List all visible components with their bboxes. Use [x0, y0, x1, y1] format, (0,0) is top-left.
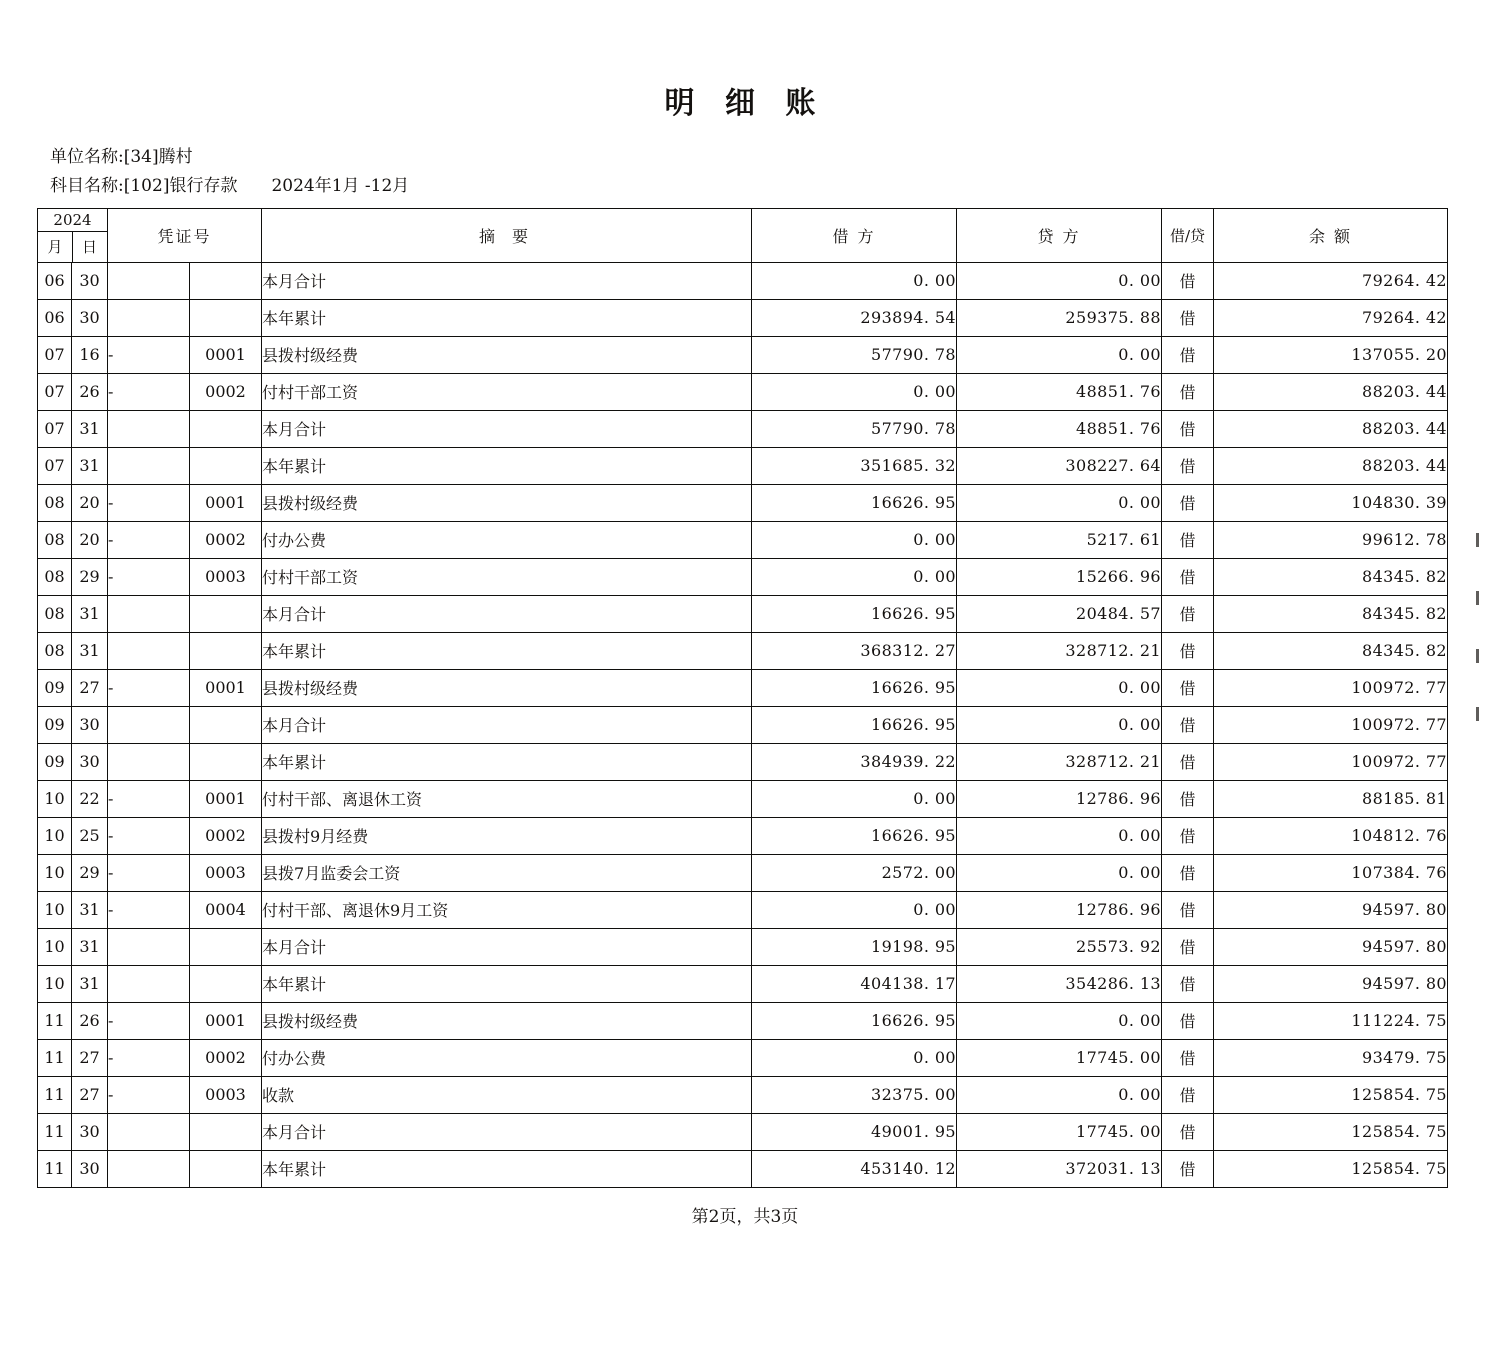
cell-dc: 借 [1162, 299, 1214, 336]
cell-day: 31 [72, 928, 108, 965]
cell-dc: 借 [1162, 558, 1214, 595]
scan-edge-marks [1476, 533, 1486, 765]
cell-summary: 付办公费 [262, 1039, 752, 1076]
cell-voucher-no [190, 262, 262, 299]
cell-dc: 借 [1162, 1039, 1214, 1076]
cell-voucher-no: 0001 [190, 669, 262, 706]
cell-month: 10 [38, 817, 72, 854]
cell-voucher-prefix: - [108, 891, 190, 928]
cell-summary: 本月合计 [262, 1113, 752, 1150]
cell-summary: 本年累计 [262, 632, 752, 669]
cell-voucher-prefix: - [108, 669, 190, 706]
cell-voucher-no [190, 447, 262, 484]
cell-month: 07 [38, 447, 72, 484]
cell-month: 08 [38, 632, 72, 669]
cell-dc: 借 [1162, 1150, 1214, 1187]
cell-credit: 372031. 13 [957, 1150, 1162, 1187]
cell-credit: 0. 00 [957, 669, 1162, 706]
header-debit: 借 方 [752, 208, 957, 262]
cell-balance: 104812. 76 [1214, 817, 1448, 854]
cell-day: 25 [72, 817, 108, 854]
cell-balance: 93479. 75 [1214, 1039, 1448, 1076]
cell-summary: 付村干部工资 [262, 558, 752, 595]
cell-credit: 0. 00 [957, 484, 1162, 521]
table-row [38, 299, 1448, 336]
cell-day: 30 [72, 262, 108, 299]
cell-voucher-prefix: - [108, 1076, 190, 1113]
cell-credit: 12786. 96 [957, 891, 1162, 928]
cell-credit: 0. 00 [957, 854, 1162, 891]
cell-summary: 县拨村9月经费 [262, 817, 752, 854]
cell-debit: 0. 00 [752, 262, 957, 299]
cell-day: 27 [72, 1039, 108, 1076]
cell-dc: 借 [1162, 410, 1214, 447]
cell-dc: 借 [1162, 891, 1214, 928]
account-line [50, 173, 1490, 199]
cell-credit: 15266. 96 [957, 558, 1162, 595]
cell-debit: 16626. 95 [752, 595, 957, 632]
cell-debit: 32375. 00 [752, 1076, 957, 1113]
cell-credit: 48851. 76 [957, 373, 1162, 410]
cell-dc: 借 [1162, 854, 1214, 891]
cell-day: 30 [72, 299, 108, 336]
cell-credit: 328712. 21 [957, 632, 1162, 669]
cell-debit: 16626. 95 [752, 669, 957, 706]
cell-debit: 293894. 54 [752, 299, 957, 336]
cell-voucher-no: 0002 [190, 817, 262, 854]
cell-summary: 本年累计 [262, 1150, 752, 1187]
table-header [38, 208, 1448, 262]
cell-day: 27 [72, 669, 108, 706]
cell-credit: 0. 00 [957, 336, 1162, 373]
table-row [38, 373, 1448, 410]
cell-month: 10 [38, 965, 72, 1002]
cell-summary: 本年累计 [262, 447, 752, 484]
table-row [38, 743, 1448, 780]
header-day: 日 [81, 237, 97, 256]
cell-debit: 0. 00 [752, 1039, 957, 1076]
cell-day: 30 [72, 706, 108, 743]
cell-debit: 0. 00 [752, 373, 957, 410]
cell-dc: 借 [1162, 521, 1214, 558]
account-label: 科目名称: [50, 176, 124, 197]
unit-label: 单位名称: [50, 147, 124, 167]
cell-balance: 84345. 82 [1214, 632, 1448, 669]
cell-month: 10 [38, 891, 72, 928]
ledger-page [0, 78, 1490, 1358]
cell-summary: 本年累计 [262, 743, 752, 780]
cell-balance: 88203. 44 [1214, 410, 1448, 447]
table-row [38, 706, 1448, 743]
cell-dc: 借 [1162, 632, 1214, 669]
cell-day: 22 [72, 780, 108, 817]
cell-balance: 94597. 80 [1214, 928, 1448, 965]
cell-day: 30 [72, 743, 108, 780]
cell-summary: 付办公费 [262, 521, 752, 558]
cell-dc: 借 [1162, 928, 1214, 965]
cell-voucher-no [190, 706, 262, 743]
cell-debit: 49001. 95 [752, 1113, 957, 1150]
cell-debit: 0. 00 [752, 780, 957, 817]
cell-credit: 0. 00 [957, 1076, 1162, 1113]
cell-day: 26 [72, 1002, 108, 1039]
cell-voucher-prefix: - [108, 780, 190, 817]
cell-credit: 259375. 88 [957, 299, 1162, 336]
cell-voucher-no: 0001 [190, 336, 262, 373]
table-body [38, 262, 1448, 1187]
cell-day: 31 [72, 410, 108, 447]
cell-credit: 20484. 57 [957, 595, 1162, 632]
cell-dc: 借 [1162, 669, 1214, 706]
edge-mark [1476, 649, 1479, 663]
cell-voucher-prefix [108, 299, 190, 336]
cell-day: 31 [72, 965, 108, 1002]
cell-voucher-prefix [108, 928, 190, 965]
cell-voucher-prefix: - [108, 558, 190, 595]
cell-credit: 328712. 21 [957, 743, 1162, 780]
cell-debit: 57790. 78 [752, 336, 957, 373]
cell-day: 20 [72, 484, 108, 521]
cell-day: 26 [72, 373, 108, 410]
cell-day: 29 [72, 558, 108, 595]
cell-day: 31 [72, 891, 108, 928]
cell-voucher-prefix [108, 410, 190, 447]
cell-credit: 25573. 92 [957, 928, 1162, 965]
table-row [38, 558, 1448, 595]
cell-voucher-prefix: - [108, 1002, 190, 1039]
cell-summary: 本年累计 [262, 965, 752, 1002]
cell-month: 09 [38, 743, 72, 780]
header-dc: 借/贷 [1162, 208, 1214, 262]
cell-dc: 借 [1162, 1113, 1214, 1150]
cell-summary: 本月合计 [262, 928, 752, 965]
table-row [38, 928, 1448, 965]
cell-summary: 付村干部、离退休工资 [262, 780, 752, 817]
cell-day: 27 [72, 1076, 108, 1113]
cell-voucher-prefix: - [108, 817, 190, 854]
cell-debit: 16626. 95 [752, 1002, 957, 1039]
table-row [38, 817, 1448, 854]
table-row [38, 521, 1448, 558]
cell-voucher-no: 0002 [190, 373, 262, 410]
cell-voucher-prefix [108, 447, 190, 484]
cell-month: 07 [38, 373, 72, 410]
cell-dc: 借 [1162, 262, 1214, 299]
cell-summary: 本月合计 [262, 410, 752, 447]
cell-debit: 351685. 32 [752, 447, 957, 484]
cell-dc: 借 [1162, 373, 1214, 410]
cell-credit: 0. 00 [957, 1002, 1162, 1039]
cell-voucher-prefix [108, 965, 190, 1002]
cell-month: 08 [38, 521, 72, 558]
cell-month: 08 [38, 558, 72, 595]
cell-credit: 17745. 00 [957, 1039, 1162, 1076]
cell-balance: 100972. 77 [1214, 706, 1448, 743]
cell-day: 16 [72, 336, 108, 373]
cell-month: 11 [38, 1002, 72, 1039]
cell-voucher-no: 0003 [190, 854, 262, 891]
cell-dc: 借 [1162, 965, 1214, 1002]
cell-month: 11 [38, 1113, 72, 1150]
cell-voucher-prefix: - [108, 336, 190, 373]
table-row [38, 632, 1448, 669]
cell-summary: 付村干部工资 [262, 373, 752, 410]
header-month: 月 [39, 232, 73, 262]
cell-balance: 99612. 78 [1214, 521, 1448, 558]
header-year: 2024 [38, 209, 107, 232]
cell-voucher-no [190, 632, 262, 669]
table-row [38, 336, 1448, 373]
cell-voucher-prefix: - [108, 1039, 190, 1076]
cell-credit: 354286. 13 [957, 965, 1162, 1002]
header-month-day [38, 232, 107, 262]
table-row [38, 595, 1448, 632]
table-row [38, 447, 1448, 484]
cell-credit: 308227. 64 [957, 447, 1162, 484]
cell-balance: 125854. 75 [1214, 1150, 1448, 1187]
cell-dc: 借 [1162, 706, 1214, 743]
cell-voucher-prefix: - [108, 373, 190, 410]
cell-day: 31 [72, 632, 108, 669]
cell-voucher-prefix [108, 743, 190, 780]
table-row [38, 1150, 1448, 1187]
cell-month: 11 [38, 1039, 72, 1076]
cell-balance: 125854. 75 [1214, 1113, 1448, 1150]
cell-voucher-prefix: - [108, 521, 190, 558]
cell-voucher-prefix [108, 632, 190, 669]
page-title: 明 细 账 [664, 86, 826, 121]
cell-debit: 16626. 95 [752, 706, 957, 743]
cell-dc: 借 [1162, 817, 1214, 854]
cell-credit: 12786. 96 [957, 780, 1162, 817]
cell-debit: 16626. 95 [752, 484, 957, 521]
cell-balance: 100972. 77 [1214, 669, 1448, 706]
table-row [38, 1113, 1448, 1150]
cell-balance: 104830. 39 [1214, 484, 1448, 521]
table-row [38, 854, 1448, 891]
edge-mark [1476, 591, 1479, 605]
cell-month: 10 [38, 780, 72, 817]
cell-month: 08 [38, 595, 72, 632]
cell-voucher-no [190, 299, 262, 336]
cell-month: 09 [38, 706, 72, 743]
cell-debit: 2572. 00 [752, 854, 957, 891]
table-row [38, 669, 1448, 706]
cell-balance: 100972. 77 [1214, 743, 1448, 780]
cell-voucher-no [190, 1150, 262, 1187]
cell-dc: 借 [1162, 743, 1214, 780]
cell-month: 07 [38, 410, 72, 447]
cell-voucher-no [190, 410, 262, 447]
cell-dc: 借 [1162, 1076, 1214, 1113]
table-row [38, 1039, 1448, 1076]
header-balance: 余 额 [1214, 208, 1448, 262]
cell-voucher-no [190, 1113, 262, 1150]
cell-balance: 79264. 42 [1214, 262, 1448, 299]
cell-credit: 17745. 00 [957, 1113, 1162, 1150]
cell-balance: 125854. 75 [1214, 1076, 1448, 1113]
cell-debit: 0. 00 [752, 521, 957, 558]
unit-value: [34]腾村 [123, 147, 193, 167]
cell-month: 08 [38, 484, 72, 521]
table-row [38, 891, 1448, 928]
cell-voucher-no: 0002 [190, 1039, 262, 1076]
edge-mark [1476, 533, 1479, 547]
cell-debit: 16626. 95 [752, 817, 957, 854]
cell-voucher-no: 0001 [190, 780, 262, 817]
cell-month: 11 [38, 1150, 72, 1187]
cell-voucher-no [190, 928, 262, 965]
cell-voucher-no [190, 965, 262, 1002]
cell-voucher-no [190, 595, 262, 632]
cell-voucher-no: 0003 [190, 558, 262, 595]
account-value: [102]银行存款 [123, 176, 238, 197]
cell-day: 29 [72, 854, 108, 891]
cell-summary: 县拨村级经费 [262, 1002, 752, 1039]
cell-voucher-no: 0001 [190, 1002, 262, 1039]
cell-day: 31 [72, 447, 108, 484]
cell-dc: 借 [1162, 1002, 1214, 1039]
table-row [38, 965, 1448, 1002]
cell-balance: 88203. 44 [1214, 447, 1448, 484]
table-row [38, 410, 1448, 447]
cell-summary: 本月合计 [262, 706, 752, 743]
cell-voucher-prefix [108, 1113, 190, 1150]
cell-credit: 0. 00 [957, 262, 1162, 299]
ledger-table [37, 208, 1448, 1188]
cell-dc: 借 [1162, 447, 1214, 484]
cell-summary: 县拨7月监委会工资 [262, 854, 752, 891]
cell-debit: 404138. 17 [752, 965, 957, 1002]
header-voucher: 凭证号 [108, 208, 262, 262]
cell-voucher-prefix [108, 1150, 190, 1187]
cell-month: 11 [38, 1076, 72, 1113]
cell-balance: 111224. 75 [1214, 1002, 1448, 1039]
cell-month: 10 [38, 854, 72, 891]
cell-balance: 137055. 20 [1214, 336, 1448, 373]
cell-voucher-no: 0002 [190, 521, 262, 558]
cell-credit: 48851. 76 [957, 410, 1162, 447]
cell-voucher-no: 0001 [190, 484, 262, 521]
cell-month: 10 [38, 928, 72, 965]
cell-summary: 本月合计 [262, 262, 752, 299]
header-summary: 摘 要 [262, 208, 752, 262]
cell-day: 30 [72, 1113, 108, 1150]
cell-debit: 384939. 22 [752, 743, 957, 780]
table-row [38, 484, 1448, 521]
cell-month: 07 [38, 336, 72, 373]
table-row [38, 262, 1448, 299]
cell-dc: 借 [1162, 780, 1214, 817]
cell-debit: 57790. 78 [752, 410, 957, 447]
cell-voucher-prefix: - [108, 854, 190, 891]
cell-voucher-prefix: - [108, 484, 190, 521]
cell-summary: 本月合计 [262, 595, 752, 632]
cell-dc: 借 [1162, 336, 1214, 373]
cell-voucher-prefix [108, 595, 190, 632]
cell-voucher-no [190, 743, 262, 780]
cell-summary: 付村干部、离退休9月工资 [262, 891, 752, 928]
cell-dc: 借 [1162, 484, 1214, 521]
cell-voucher-prefix [108, 262, 190, 299]
cell-credit: 0. 00 [957, 706, 1162, 743]
cell-debit: 453140. 12 [752, 1150, 957, 1187]
cell-day: 31 [72, 595, 108, 632]
header-credit: 贷 方 [957, 208, 1162, 262]
cell-month: 06 [38, 262, 72, 299]
cell-day: 30 [72, 1150, 108, 1187]
period-value: 2024年1月 -12月 [271, 176, 410, 197]
cell-balance: 79264. 42 [1214, 299, 1448, 336]
table-row [38, 1002, 1448, 1039]
cell-debit: 0. 00 [752, 891, 957, 928]
cell-balance: 107384. 76 [1214, 854, 1448, 891]
cell-month: 06 [38, 299, 72, 336]
cell-day: 20 [72, 521, 108, 558]
cell-summary: 县拨村级经费 [262, 484, 752, 521]
cell-summary: 本年累计 [262, 299, 752, 336]
cell-summary: 县拨村级经费 [262, 336, 752, 373]
cell-credit: 0. 00 [957, 817, 1162, 854]
cell-balance: 84345. 82 [1214, 558, 1448, 595]
cell-dc: 借 [1162, 595, 1214, 632]
cell-voucher-prefix [108, 706, 190, 743]
cell-balance: 94597. 80 [1214, 891, 1448, 928]
cell-summary: 收款 [262, 1076, 752, 1113]
cell-debit: 0. 00 [752, 558, 957, 595]
edge-mark [1476, 707, 1479, 721]
unit-line [50, 144, 1490, 170]
cell-credit: 5217. 61 [957, 521, 1162, 558]
document-meta [50, 144, 1490, 200]
cell-debit: 368312. 27 [752, 632, 957, 669]
cell-summary: 县拨村级经费 [262, 669, 752, 706]
cell-month: 09 [38, 669, 72, 706]
cell-debit: 19198. 95 [752, 928, 957, 965]
cell-balance: 88203. 44 [1214, 373, 1448, 410]
cell-balance: 88185. 81 [1214, 780, 1448, 817]
cell-balance: 84345. 82 [1214, 595, 1448, 632]
page-footer: 第2页，共3页 [691, 1206, 799, 1227]
cell-voucher-no: 0003 [190, 1076, 262, 1113]
cell-voucher-no: 0004 [190, 891, 262, 928]
table-row [38, 1076, 1448, 1113]
table-row [38, 780, 1448, 817]
cell-balance: 94597. 80 [1214, 965, 1448, 1002]
